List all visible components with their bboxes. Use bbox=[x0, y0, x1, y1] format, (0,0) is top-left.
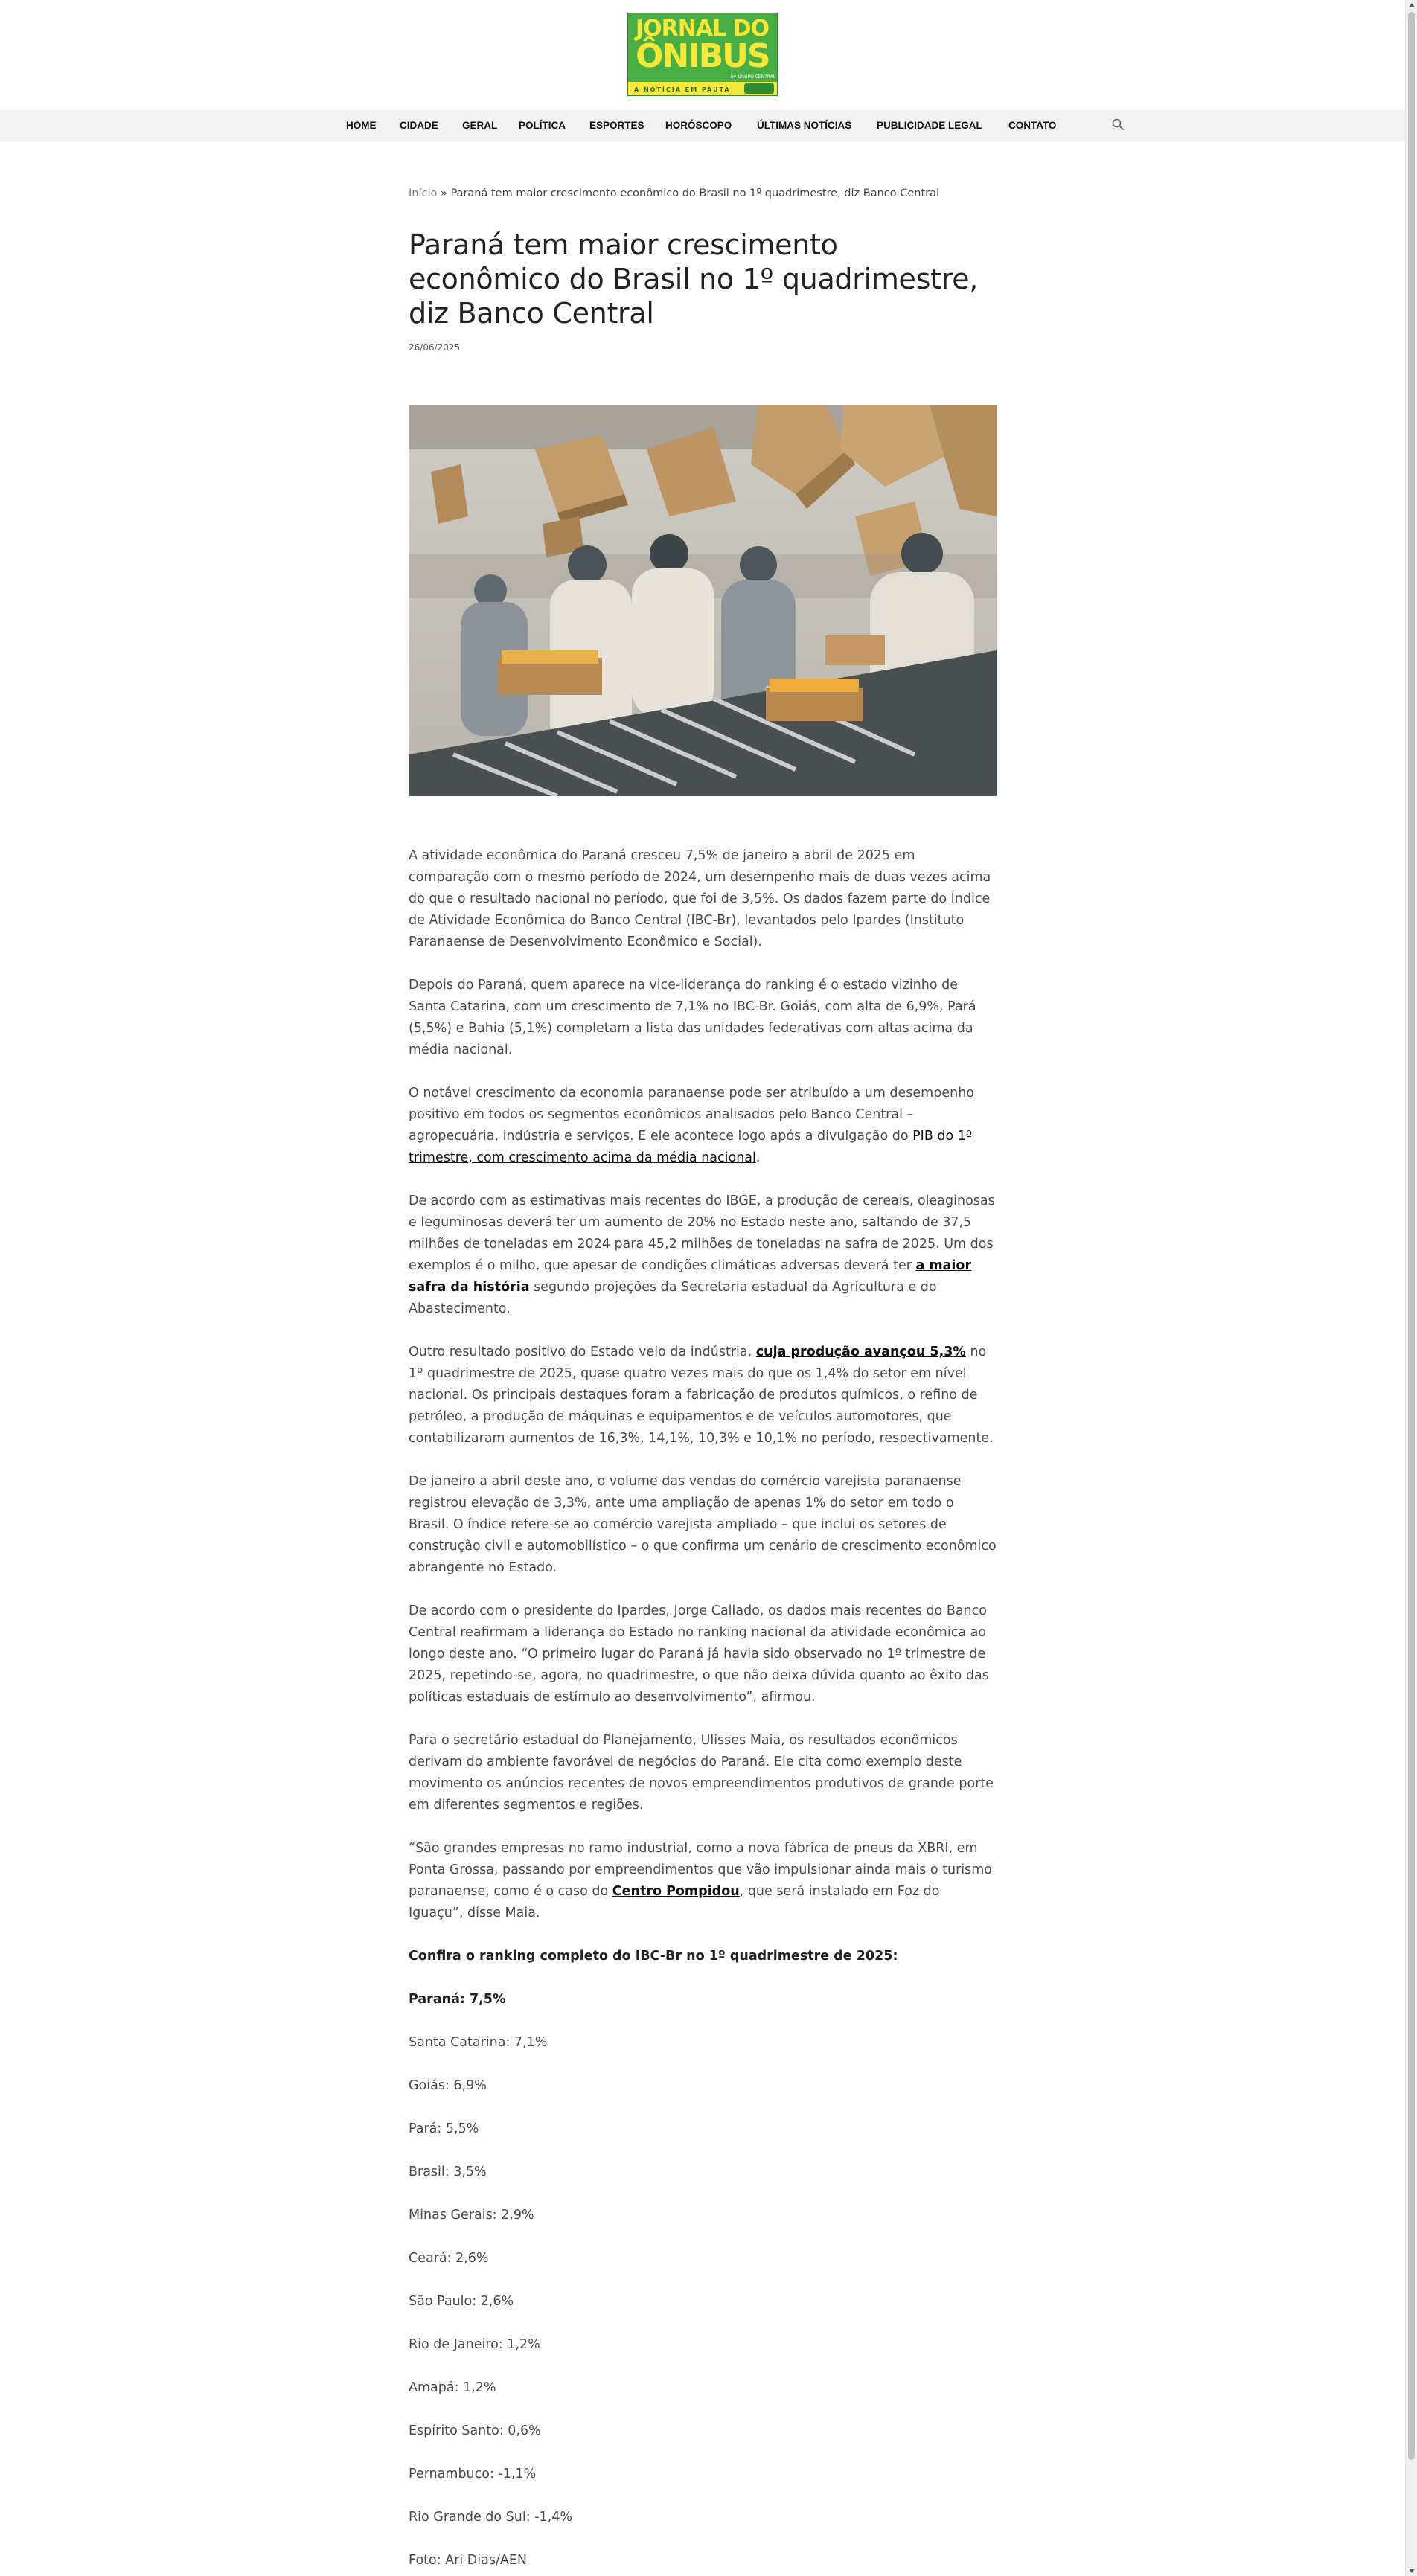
factory-workers-photo bbox=[409, 405, 997, 796]
nav-item-ultimas-noticias[interactable]: ÚLTIMAS NOTÍCIAS bbox=[757, 120, 852, 131]
ranking-item: São Paulo: 2,6% bbox=[409, 2294, 514, 2309]
maior-safra-link[interactable]: a maior safra da história bbox=[409, 1258, 972, 1295]
scrollbar-thumb[interactable] bbox=[1408, 12, 1415, 2460]
breadcrumb-current: Paraná tem maior crescimento econômico do Brasil no 1º quadrimestre, diz Banco Central bbox=[450, 188, 940, 199]
ranking-item: Minas Gerais: 2,9% bbox=[409, 2208, 534, 2223]
page-scrollbar[interactable] bbox=[1405, 0, 1417, 2576]
ranking-item: Santa Catarina: 7,1% bbox=[409, 2035, 548, 2050]
photo-credit: Foto: Ari Dias/AEN bbox=[409, 2553, 527, 2568]
logo-tagline-top: by GRUPO CENTRAL bbox=[731, 74, 776, 80]
article-paragraph bbox=[409, 1191, 997, 1320]
ranking-item: Amapá: 1,2% bbox=[409, 2380, 496, 2395]
article-paragraph bbox=[409, 1342, 997, 1449]
nav-item-cidade[interactable]: CIDADE bbox=[400, 120, 438, 131]
article-text: segundo projeções da Secretaria estadual da Agricultura e do Abastecimento. bbox=[409, 1280, 937, 1316]
article-paragraph bbox=[409, 1838, 997, 1924]
ranking-item: Espírito Santo: 0,6% bbox=[409, 2423, 541, 2438]
ranking-item: Pernambuco: -1,1% bbox=[409, 2467, 537, 2482]
article-body bbox=[409, 845, 997, 2576]
article-text: , que será instalado em Foz do Iguaçu”, disse Maia. bbox=[409, 1884, 940, 1920]
article-paragraph: Para o secretário estadual do Planejamento, Ulisses Maia, os resultados econômicos derivam do ambiente favorável de negócios do Paraná. Ele cita como exemplo deste movimento os anúncios recentes de novos empreendimentos produtivos de grande porte em diferentes segmentos e regiões. bbox=[409, 1733, 994, 1813]
ranking-item: Goiás: 6,9% bbox=[409, 2078, 487, 2093]
article-text: De acordo com as estimativas mais recentes do IBGE, a produção de cereais, oleaginosas e leguminosas deverá ter um aumento de 20% no Estado neste ano, saltando de 37,5 milhões de toneladas em 2024 para 45,2 milhões de toneladas na safra de 2025. Um dos exemplos é o milho, que apesar de condições climáticas adversas deverá ter bbox=[409, 1194, 995, 1273]
site-logo[interactable] bbox=[627, 13, 778, 96]
pib-link[interactable]: PIB do 1º trimestre, com crescimento acima da média nacional bbox=[409, 1129, 973, 1165]
breadcrumb-separator: » bbox=[440, 188, 447, 199]
article-text: Outro resultado positivo do Estado veio da indústria, bbox=[409, 1345, 756, 1359]
logo-tagline: A NOTÍCIA EM PAUTA bbox=[634, 86, 731, 93]
search-icon[interactable] bbox=[1112, 118, 1124, 130]
main-nav bbox=[0, 110, 1405, 141]
bus-icon bbox=[744, 83, 774, 94]
featured-image bbox=[409, 405, 997, 796]
article-text: O notável crescimento da economia paranaense pode ser atribuído a um desempenho positivo em todos os segmentos econômicos analisados pelo Banco Central – agropecuária, indústria e serviços. E ele acontece logo após a divulgação do bbox=[409, 1086, 974, 1144]
ranking-item: Rio de Janeiro: 1,2% bbox=[409, 2337, 540, 2352]
producao-industrial-link[interactable]: cuja produção avançou 5,3% bbox=[755, 1345, 966, 1359]
article-text: no 1º quadrimestre de 2025, quase quatro vezes mais do que os 1,4% do setor em nível nacional. Os principais destaques foram a fabricação de produtos químicos, o refino de petróleo, a produção de máquinas e equipamentos e de veículos automotores, que contabilizaram aumentos de 16,3%, 14,1%, 10,3% e 10,1% no período, respectivamente. bbox=[409, 1345, 994, 1446]
scroll-down-icon[interactable] bbox=[1409, 2569, 1415, 2573]
breadcrumb-home-link[interactable]: Início bbox=[409, 188, 438, 199]
article-paragraph: De acordo com o presidente do Ipardes, Jorge Callado, os dados mais recentes do Banco Central reafirmam a liderança do Estado no ranking nacional da atividade econômica ao longo deste ano. “O primeiro lugar do Paraná já havia sido observado no 1º trimestre de 2025, repetindo-se, agora, no quadrimestre, o que não deixa dúvida quanto ao êxito das políticas estaduais de estímulo ao desenvolvimento”, afirmou. bbox=[409, 1603, 989, 1705]
ranking-item: Brasil: 3,5% bbox=[409, 2165, 487, 2179]
article-text: . bbox=[755, 1150, 761, 1165]
ranking-item: Rio Grande do Sul: -1,4% bbox=[409, 2510, 572, 2525]
article-paragraph: A atividade econômica do Paraná cresceu 7,5% de janeiro a abril de 2025 em comparação com o mesmo período de 2024, um desempenho mais de duas vezes acima do que o resultado nacional no período, que foi de 3,5%. Os dados fazem parte do Índice de Atividade Econômica do Banco Central (IBC-Br), levantados pelo Ipardes (Instituto Paranaense de Desenvolvimento Econômico e Social). bbox=[409, 848, 991, 949]
breadcrumb bbox=[409, 188, 939, 199]
nav-item-geral[interactable]: GERAL bbox=[462, 120, 498, 131]
article-paragraph: Depois do Paraná, quem aparece na vice-liderança do ranking é o estado vizinho de Santa Catarina, com um crescimento de 7,1% no IBC-Br. Goiás, com alta de 6,9%, Pará (5,5%) e Bahia (5,1%) completam a lista das unidades federativas com altas acima da média nacional. bbox=[409, 978, 976, 1057]
centro-pompidou-link[interactable]: Centro Pompidou bbox=[612, 1884, 740, 1899]
nav-item-esportes[interactable]: ESPORTES bbox=[589, 120, 644, 131]
site-header bbox=[0, 0, 1405, 110]
nav-item-home[interactable]: HOME bbox=[346, 120, 377, 131]
nav-item-publicidade-legal[interactable]: PUBLICIDADE LEGAL bbox=[877, 120, 982, 131]
nav-item-contato[interactable]: CONTATO bbox=[1008, 120, 1057, 131]
article-text: “São grandes empresas no ramo industrial, como a nova fábrica de pneus da XBRI, em Ponta Grossa, passando por empreendimentos que vão impulsionar ainda mais o turismo paranaense, como é o caso do bbox=[409, 1841, 992, 1899]
article-paragraph bbox=[409, 1083, 997, 1169]
scroll-up-icon[interactable] bbox=[1409, 3, 1415, 7]
nav-item-horoscopo[interactable]: HORÓSCOPO bbox=[665, 120, 732, 131]
ranking-item-first: Paraná: 7,5% bbox=[409, 1992, 506, 2007]
logo-line-1: JORNAL DO bbox=[636, 16, 770, 42]
logo-line-2: ÔNIBUS bbox=[636, 37, 770, 75]
nav-item-politica[interactable]: POLÍTICA bbox=[519, 120, 566, 131]
ranking-item: Ceará: 2,6% bbox=[409, 2251, 489, 2266]
page-title: Paraná tem maior crescimento econômico do Brasil no 1º quadrimestre, diz Banco Central bbox=[409, 228, 979, 330]
ranking-item: Pará: 5,5% bbox=[409, 2121, 479, 2136]
ranking-heading: Confira o ranking completo do IBC-Br no 1º quadrimestre de 2025: bbox=[409, 1949, 898, 1964]
article-paragraph: De janeiro a abril deste ano, o volume das vendas do comércio varejista paranaense registrou elevação de 3,3%, ante uma ampliação de apenas 1% do setor em todo o Brasil. O índice refere-se ao comércio varejista ampliado – que inclui os setores de construção civil e automobilístico – o que confirma um cenário de crescimento econômico abrangente no Estado. bbox=[409, 1474, 997, 1575]
post-date: 26/06/2025 bbox=[409, 342, 461, 353]
